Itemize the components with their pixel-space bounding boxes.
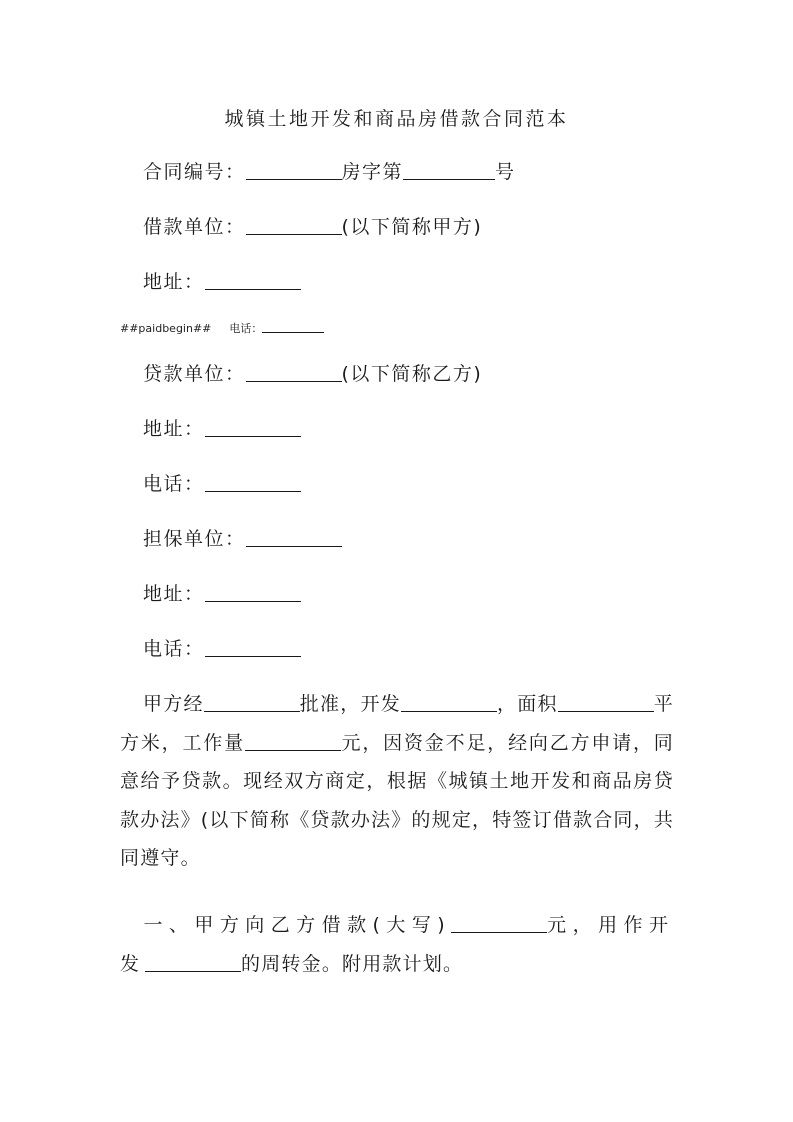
loan-amount-blank[interactable] bbox=[451, 914, 547, 933]
lender-line bbox=[143, 362, 482, 386]
agreement-paragraph bbox=[120, 685, 674, 878]
approval-authority-blank[interactable] bbox=[204, 693, 300, 712]
borrower-address-label: 地址： bbox=[143, 271, 205, 293]
watermark-phone-line bbox=[120, 320, 324, 336]
guarantor-phone-line bbox=[143, 637, 301, 661]
guarantor-phone-label: 电话： bbox=[143, 638, 205, 660]
workload-blank[interactable] bbox=[245, 732, 341, 751]
contract-number-label: 合同编号： bbox=[143, 161, 246, 183]
lender-note: (以下简称乙方) bbox=[341, 363, 483, 385]
para2-text-1: 一、甲方向乙方借款(大写) bbox=[143, 914, 451, 936]
borrower-line bbox=[143, 215, 482, 239]
guarantor-phone-blank[interactable] bbox=[205, 638, 301, 657]
lender-label: 贷款单位： bbox=[143, 363, 246, 385]
borrower-address-line bbox=[143, 270, 301, 294]
lender-blank[interactable] bbox=[246, 363, 342, 382]
lender-address-blank[interactable] bbox=[205, 418, 301, 437]
contract-number-middle: 房字第 bbox=[341, 161, 404, 183]
guarantor-address-label: 地址： bbox=[143, 583, 205, 605]
para1-text-5: 元，因资金不足，经向乙方申请，同意给予贷款。现经双方商定，根据《城镇土地开发和商品房贷款办法》(以下简称《贷款办法》的规定，特签订借款合同，共同遵守。 bbox=[120, 731, 675, 869]
borrower-note: (以下简称甲方) bbox=[341, 216, 483, 238]
borrower-address-blank[interactable] bbox=[205, 271, 301, 290]
contract-serial-blank[interactable] bbox=[403, 161, 495, 180]
borrower-blank[interactable] bbox=[246, 216, 342, 235]
lender-phone-blank[interactable] bbox=[205, 473, 301, 492]
guarantor-line bbox=[143, 527, 342, 551]
lender-phone-label: 电话： bbox=[143, 473, 205, 495]
guarantor-address-blank[interactable] bbox=[205, 583, 301, 602]
borrower-label: 借款单位： bbox=[143, 216, 246, 238]
development-purpose-blank[interactable] bbox=[145, 953, 241, 972]
contract-number-blank[interactable] bbox=[246, 161, 342, 180]
development-project-blank[interactable] bbox=[401, 693, 497, 712]
document-title: 城镇土地开发和商品房借款合同范本 bbox=[224, 108, 569, 130]
para2-text-2: 元，用作开发 bbox=[120, 914, 674, 975]
paid-begin-tag: ##paidbegin## bbox=[120, 322, 212, 335]
para1-text-4: 平方米，工作量 bbox=[120, 693, 675, 754]
para1-text-1: 甲方经 bbox=[143, 693, 204, 715]
borrower-phone-blank[interactable] bbox=[262, 321, 324, 333]
contract-number-line bbox=[143, 160, 516, 184]
lender-address-line bbox=[143, 417, 301, 441]
area-blank[interactable] bbox=[558, 693, 654, 712]
para2-text-3: 的周转金。附用款计划。 bbox=[241, 952, 464, 975]
guarantor-address-line bbox=[143, 582, 301, 606]
lender-phone-line bbox=[143, 472, 301, 496]
guarantor-label: 担保单位： bbox=[143, 528, 246, 550]
guarantor-blank[interactable] bbox=[246, 528, 342, 547]
contract-number-suffix: 号 bbox=[495, 161, 516, 183]
clause-one-paragraph bbox=[120, 906, 674, 983]
para1-text-2: 批准，开发 bbox=[299, 693, 401, 715]
para1-text-3: ，面积 bbox=[497, 693, 558, 715]
borrower-phone-label: 电话： bbox=[229, 322, 263, 335]
lender-address-label: 地址： bbox=[143, 418, 205, 440]
